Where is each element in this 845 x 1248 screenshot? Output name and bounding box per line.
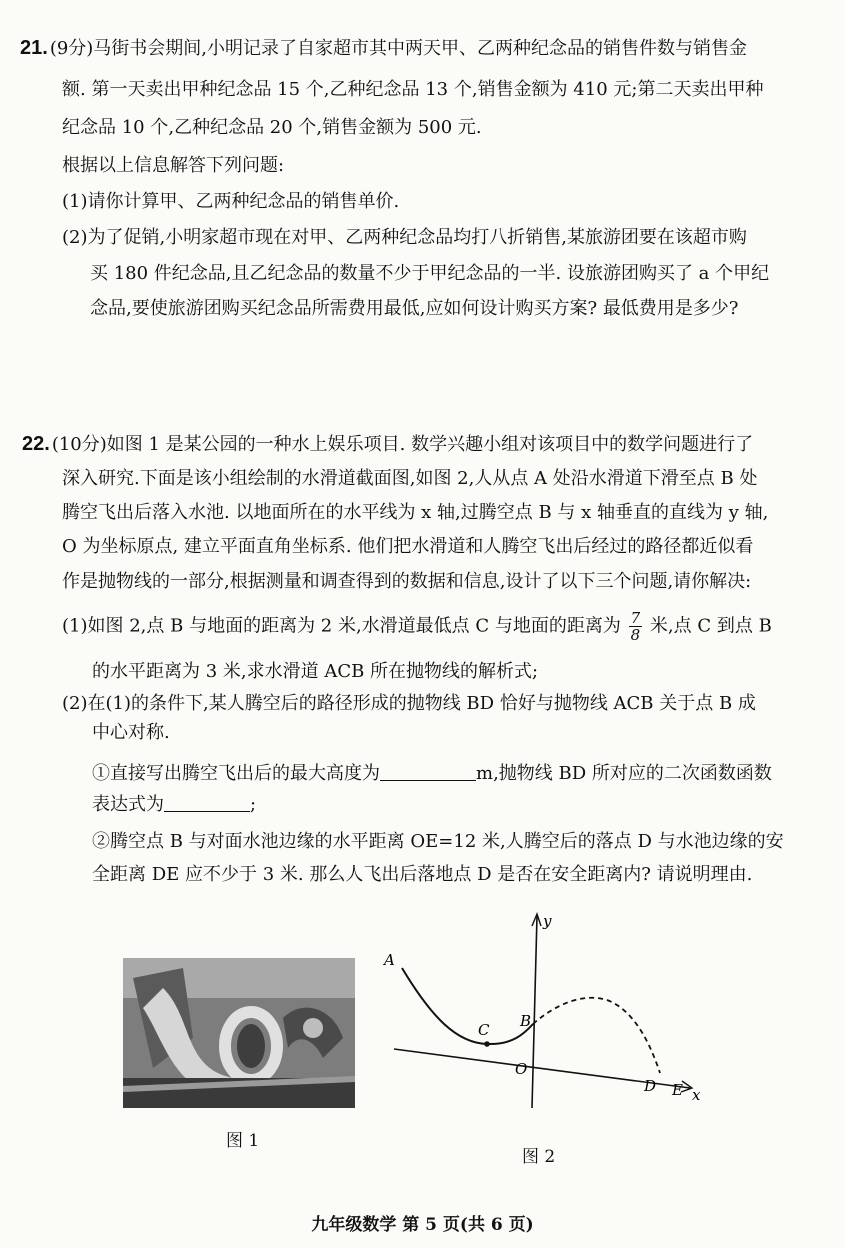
q22-part1-line-1: [62, 610, 772, 643]
label-d: D: [644, 1077, 657, 1095]
q21-number: 21.: [20, 37, 48, 59]
parabola-acb: [402, 968, 533, 1044]
q22-part1-text-a: (1)如图 2,点 B 与地面的距离为 2 米,水滑道最低点 C 与地面的距离为: [62, 615, 621, 637]
q22-line-2: 深入研究.下面是该小组绘制的水滑道截面图,如图 2,人从点 A 处沿水滑道下滑至点 B 处: [62, 468, 758, 489]
q21-line-4: 根据以上信息解答下列问题:: [62, 155, 285, 176]
label-x: x: [692, 1086, 701, 1104]
q22-number: 22.: [22, 433, 50, 455]
q21-line-6: (2)为了促销,小明家超市现在对甲、乙两种纪念品均打八折销售,某旅游团要在该超市购: [62, 227, 747, 248]
y-axis: [532, 916, 537, 1108]
fraction-numerator: 7: [630, 609, 641, 627]
fraction-7-8: [629, 610, 643, 643]
q22-sub2-line-2: 全距离 DE 应不少于 3 米. 那么人飞出后落地点 D 是否在安全距离内? 请说明理由.: [92, 864, 753, 885]
q22-part1-text-b: 米,点 C 到点 B: [649, 615, 772, 637]
label-b: B: [520, 1012, 532, 1030]
figure-1-photo: [123, 958, 355, 1108]
q21-line-3: 纪念品 10 个,乙种纪念品 20 个,销售金额为 500 元.: [62, 117, 482, 138]
label-c: C: [478, 1021, 490, 1039]
q21-line-1: [20, 36, 747, 61]
q22-sub2-line-1: ②腾空点 B 与对面水池边缘的水平距离 OE=12 米,人腾空后的落点 D 与水池边缘的安: [92, 831, 784, 852]
q22-text-1: (10分)如图 1 是某公园的一种水上娱乐项目. 数学兴趣小组对该项目中的数学问题进行了: [51, 434, 754, 455]
q22-sub1-text-a: ①直接写出腾空飞出后的最大高度为: [92, 763, 380, 784]
q22-sub1-text-d: ;: [250, 794, 257, 815]
page-footer: 九年级数学 第 5 页(共 6 页): [311, 1215, 534, 1235]
answer-blank-expression[interactable]: [164, 793, 250, 812]
q22-sub1-text-b: m,抛物线 BD 所对应的二次函数函数: [476, 763, 772, 784]
q22-sub1-text-c: 表达式为: [92, 794, 164, 815]
figure-2-diagram: [372, 908, 712, 1138]
q21-line-8: 念品,要使旅游团购买纪念品所需费用最低,应如何设计购买方案? 最低费用是多少?: [90, 298, 739, 319]
q21-text-1: (9分)马街书会期间,小明记录了自家超市其中两天甲、乙两种纪念品的销售件数与销售金: [49, 38, 748, 59]
fraction-denominator: 8: [630, 626, 641, 644]
q22-line-5: 作是抛物线的一部分,根据测量和调查得到的数据和信息,设计了以下三个问题,请你解决:: [62, 571, 752, 592]
label-a: A: [384, 951, 395, 969]
q22-sub1-line-2: [92, 793, 256, 817]
q22-part1-line-2: 的水平距离为 3 米,求水滑道 ACB 所在抛物线的解析式;: [92, 661, 539, 682]
q21-line-7: 买 180 件纪念品,且乙纪念品的数量不少于甲纪念品的一半. 设旅游团购买了 a 个甲纪: [90, 263, 770, 284]
q22-part2-line-2: 中心对称.: [92, 722, 170, 743]
parabola-bd: [533, 998, 660, 1073]
q22-line-1: [22, 432, 753, 457]
q21-line-2: 额. 第一天卖出甲种纪念品 15 个,乙种纪念品 13 个,销售金额为 410 元;第二天卖出甲种: [62, 79, 764, 100]
water-slide-photo: [123, 958, 355, 1108]
label-o: O: [515, 1060, 528, 1078]
q22-line-4: O 为坐标原点, 建立平面直角坐标系. 他们把水滑道和人腾空飞出后经过的路径都近似看: [62, 536, 754, 557]
figure-2-caption: 图 2: [522, 1147, 556, 1167]
q21-line-5: (1)请你计算甲、乙两种纪念品的销售单价.: [62, 191, 400, 212]
point-c: [484, 1041, 490, 1047]
q22-part2-line-1: (2)在(1)的条件下,某人腾空后的路径形成的抛物线 BD 恰好与抛物线 ACB 关于点 B 成: [62, 693, 756, 714]
answer-blank-max-height[interactable]: [380, 762, 476, 781]
label-y: y: [543, 912, 552, 930]
figure-1-caption: 图 1: [226, 1131, 260, 1151]
q22-sub1-line-1: [92, 762, 772, 786]
q22-line-3: 腾空飞出后落入水池. 以地面所在的水平线为 x 轴,过腾空点 B 与 x 轴垂直的直线为 y 轴,: [62, 502, 769, 523]
label-e: E: [672, 1081, 683, 1099]
